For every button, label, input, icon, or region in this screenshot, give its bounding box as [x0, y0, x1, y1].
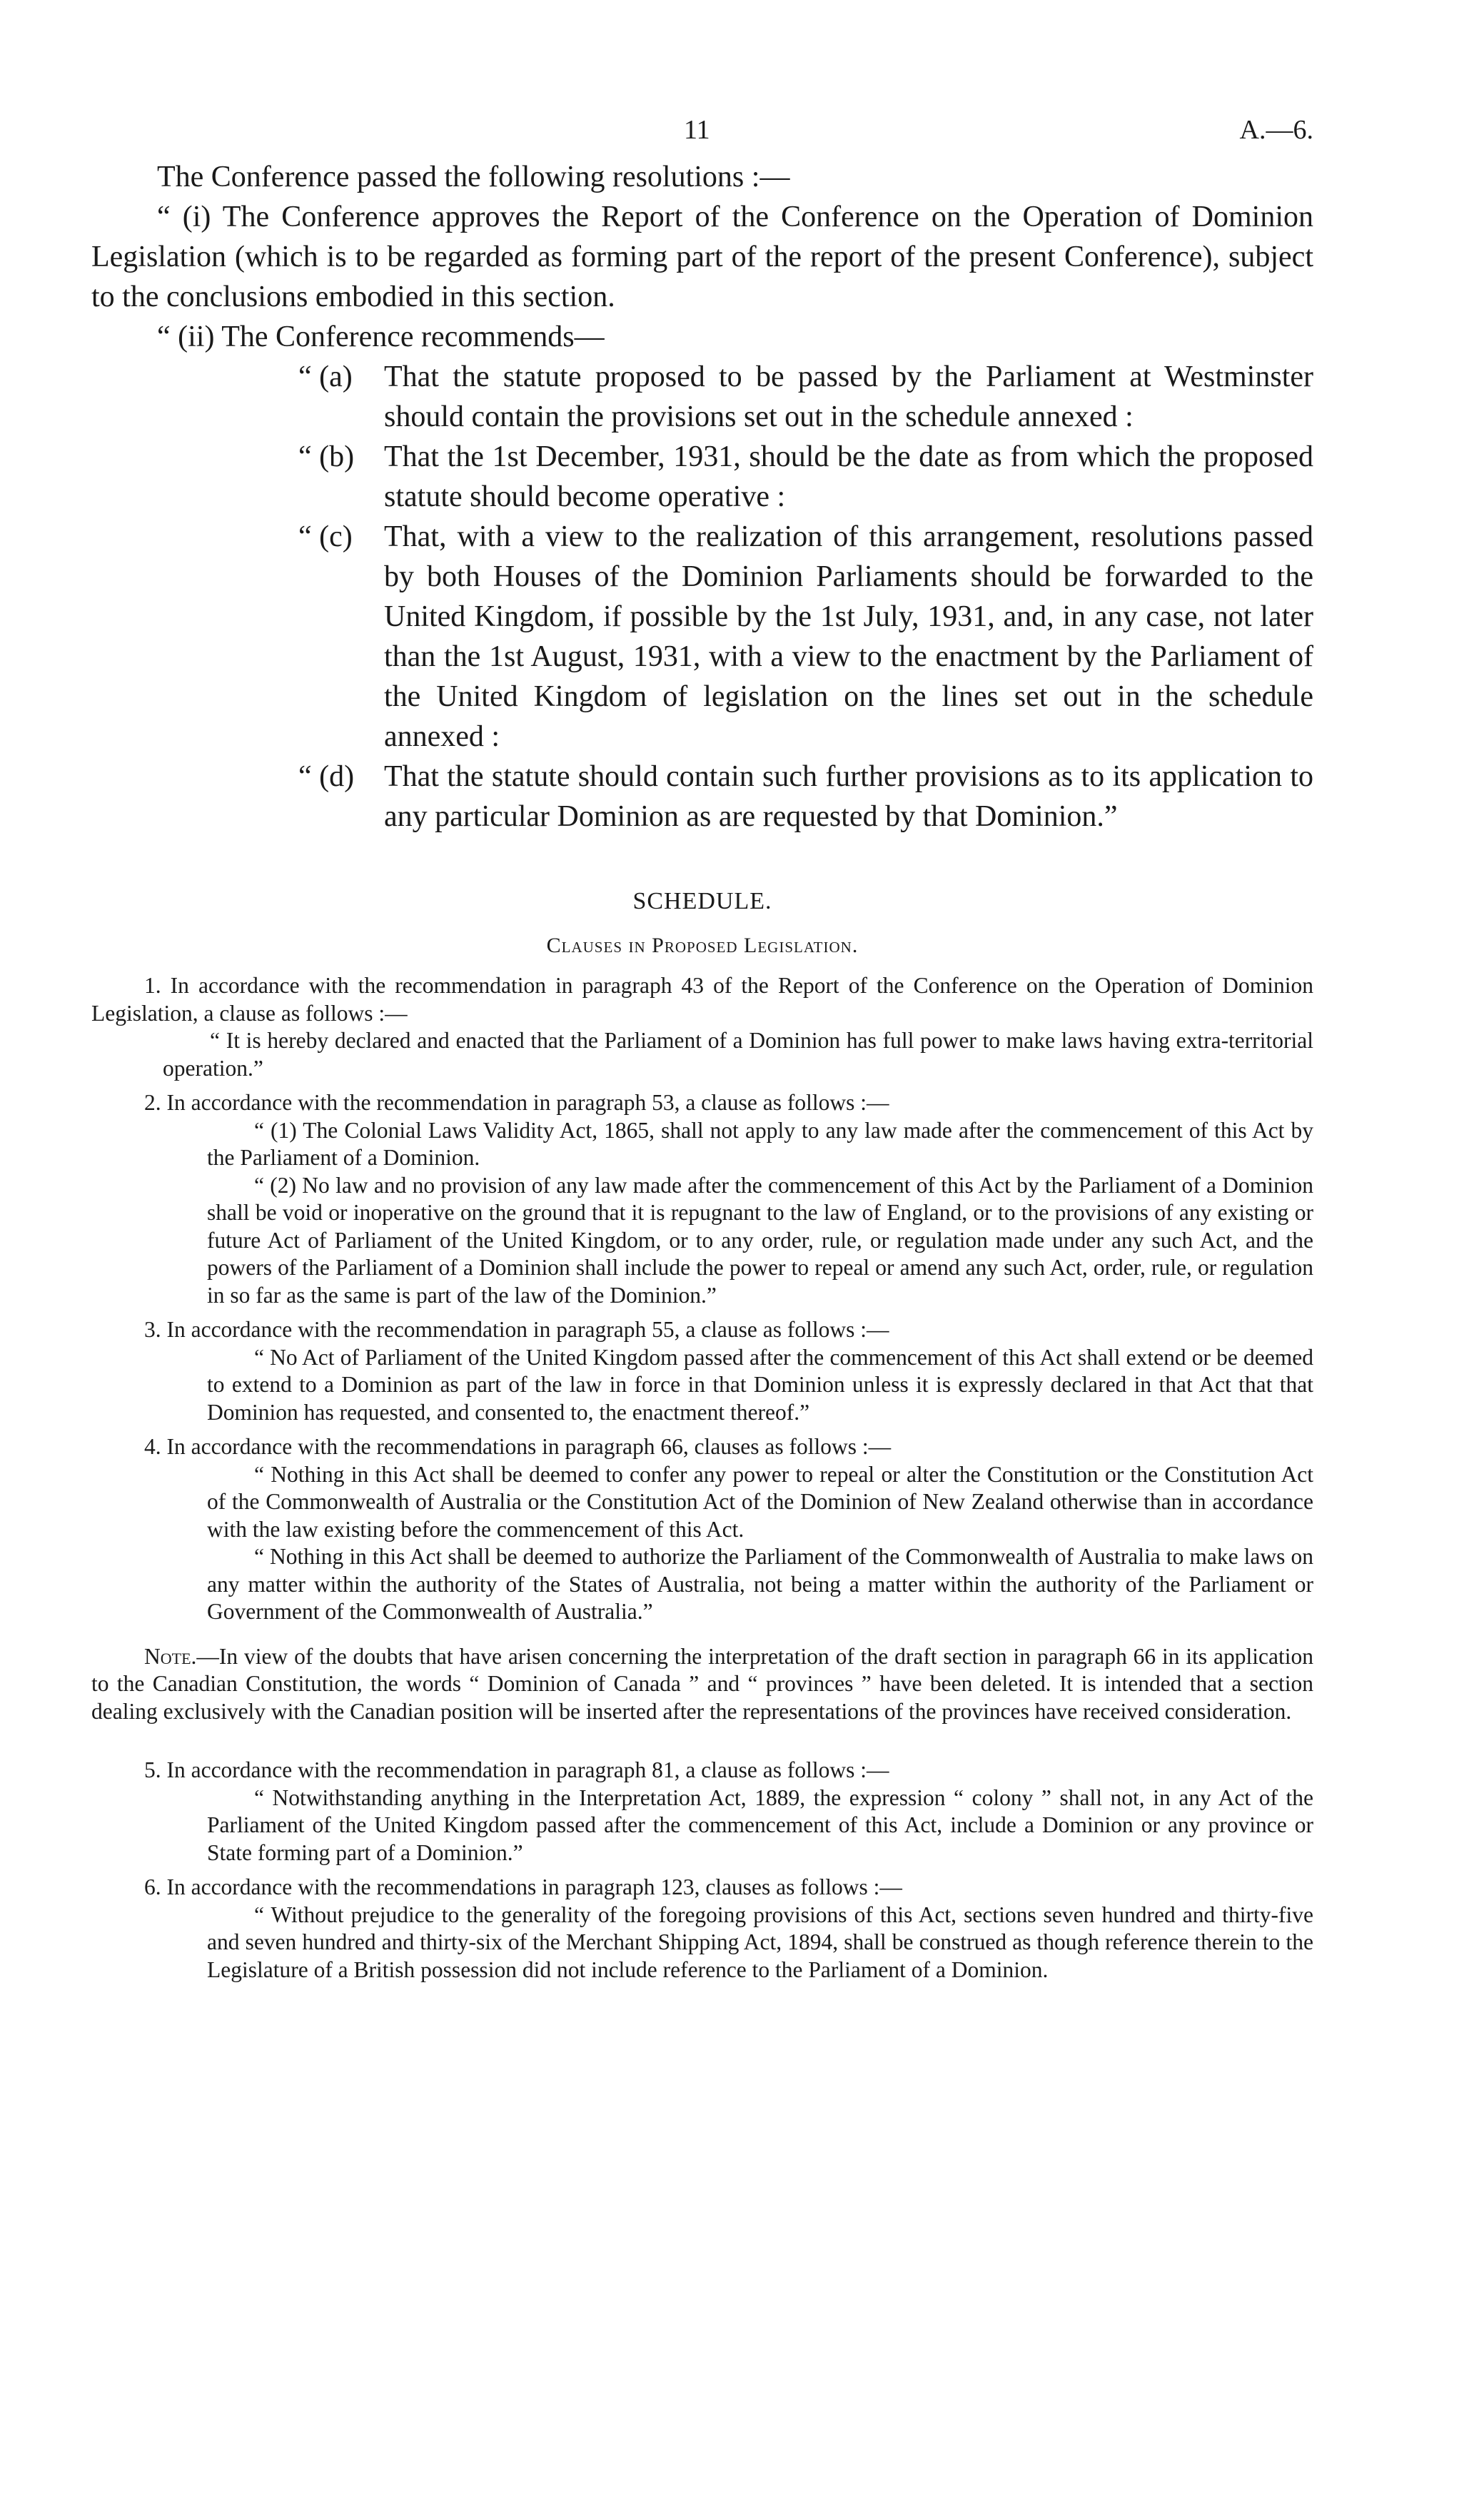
clause-1-quote: “ It is hereby declared and enacted that the Parliament of a Dominion has full power to make laws having extra-territorial operation.” [163, 1028, 1313, 1081]
recommendation-d-label: “ (d) [298, 760, 355, 793]
recommendation-b-text: That the 1st December, 1931, should be the date as from which the proposed statute should become operative : [384, 440, 1313, 513]
recommendation-c-text: That, with a view to the realization of this arrangement, resolutions passed by both Houses of the Dominion Parliaments should be forwarded to the United Kingdom, if possible by the 1st July, 1931, and, in any case, not later than the 1st August, 1931, with a view to the enactment by the Parliament of the United Kingdom of legislation on the lines set out in the schedule annexed : [384, 520, 1313, 753]
clause-1-intro: 1. In accordance with the recommendation in paragraph 43 of the Report of the Conference on the Operation of Dominion Legislation, a clause as follows :— [91, 973, 1313, 1026]
recommendation-a [91, 357, 1313, 437]
clause-5-intro: 5. In accordance with the recommendation in paragraph 81, a clause as follows :— [144, 1757, 889, 1782]
recommendation-c-label: “ (c) [298, 520, 353, 553]
recommendation-a-label: “ (a) [298, 360, 353, 393]
page-header [91, 114, 1313, 157]
clause-2-quote-1: “ (1) The Colonial Laws Validity Act, 1865, shall not apply to any law made after the commencement of this Act by the Parliament of a Dominion. [207, 1117, 1313, 1170]
note-text: —In view of the doubts that have arisen concerning the interpretation of the draft section in paragraph 66 in its application to the Canadian Constitution, the words “ Dominion of Canada ” and “ provinces ” have been deleted. It is intended that a section dealing exclusively with the Canadian position will be inserted after the representations of the provinces have received consideration. [91, 1643, 1313, 1724]
document-page [91, 114, 1313, 1984]
clause-1-quote-block [91, 1027, 1313, 1082]
schedule-clauses [91, 972, 1313, 1984]
resolutions-section [91, 157, 1313, 837]
clause-4-quote-1: “ Nothing in this Act shall be deemed to confer any power to repeal or alter the Constitution or the Constitution Act of the Commonwealth of Australia or the Constitution Act of the Dominion of New Zealand otherwise than in accordance with the law existing before the commencement of this Act. [207, 1461, 1313, 1542]
clause-4-intro: 4. In accordance with the recommendations in paragraph 66, clauses as follows :— [144, 1434, 892, 1459]
clause-3-intro: 3. In accordance with the recommendation in paragraph 55, a clause as follows :— [144, 1317, 889, 1342]
clause-3-quote: “ No Act of Parliament of the United Kingdom passed after the commencement of this Act shall extend or be deemed to extend to a Dominion as part of the law in force in that Dominion unless it is expressly declared in that Act that that Dominion has requested, and consented to, the enactment thereof.” [207, 1344, 1313, 1425]
recommendation-b [91, 437, 1313, 517]
document-reference: A.—6. [1239, 115, 1313, 145]
clause-6-intro: 6. In accordance with the recommendations in paragraph 123, clauses as follows :— [144, 1874, 902, 1899]
recommendation-c [91, 517, 1313, 757]
recommendation-d-text: That the statute should contain such further provisions as to its application to any particular Dominion as are requested by that Dominion.” [384, 760, 1313, 833]
note-label: Note. [144, 1643, 197, 1669]
page-number: 11 [684, 115, 710, 145]
clause-4-quote-block [91, 1461, 1313, 1626]
clause-6-quote: “ Without prejudice to the generality of the foregoing provisions of this Act, sections seven hundred and thirty-five and seven hundred and thirty-six of the Merchant Shipping Act, 1894, shall be construed as though reference therein to the Legislature of a British possession did not include reference to the Parliament of a Dominion. [207, 1902, 1313, 1982]
clause-6-quote-block [91, 1902, 1313, 1984]
clause-3-quote-block [91, 1344, 1313, 1427]
recommendation-d [91, 757, 1313, 837]
resolution-ii: “ (ii) The Conference recommends— [157, 320, 605, 353]
schedule-note [91, 1643, 1313, 1726]
clause-2-quote-2: “ (2) No law and no provision of any law made after the commencement of this Act by the Parliament of a Dominion shall be void or inoperative on the ground that it is repugnant to the law of England, or to the provisions of any existing or future Act of Parliament of the United Kingdom, or to any order, rule, or regulation made under any such Act, and the powers of the Parliament of a Dominion shall include the power to repeal or amend any such Act, order, rule, or regulation in so far as the same is part of the law of the Dominion.” [207, 1172, 1313, 1308]
clause-2-intro: 2. In accordance with the recommendation in paragraph 53, a clause as follows :— [144, 1090, 889, 1115]
recommendation-b-label: “ (b) [298, 440, 355, 473]
resolutions-lead: The Conference passed the following resolutions :— [157, 161, 790, 193]
clauses-subtitle: Clauses in Proposed Legislation. [546, 934, 859, 957]
resolution-i: “ (i) The Conference approves the Report of the Conference on the Operation of Dominion Legislation (which is to be regarded as forming part of the report of the present Conference), subject to the conclusions embodied in this section. [91, 201, 1313, 313]
schedule-title: SCHEDULE. [632, 888, 772, 914]
clause-2-quote-block [91, 1117, 1313, 1310]
recommendation-a-text: That the statute proposed to be passed by the Parliament at Westminster should contain the provisions set out in the schedule annexed : [384, 360, 1313, 433]
clause-5-quote: “ Notwithstanding anything in the Interpretation Act, 1889, the expression “ colony ” shall not, in any Act of the Parliament of the United Kingdom passed after the commencement of this Act, include a Dominion or any province or State forming part of a Dominion.” [207, 1784, 1313, 1865]
clause-4-quote-2: “ Nothing in this Act shall be deemed to authorize the Parliament of the Commonwealth of Australia to make laws on any matter within the authority of the States of Australia, not being a matter within the authority of the Parliament or Government of the Commonwealth of Australia.” [207, 1544, 1313, 1624]
clause-5-quote-block [91, 1784, 1313, 1867]
